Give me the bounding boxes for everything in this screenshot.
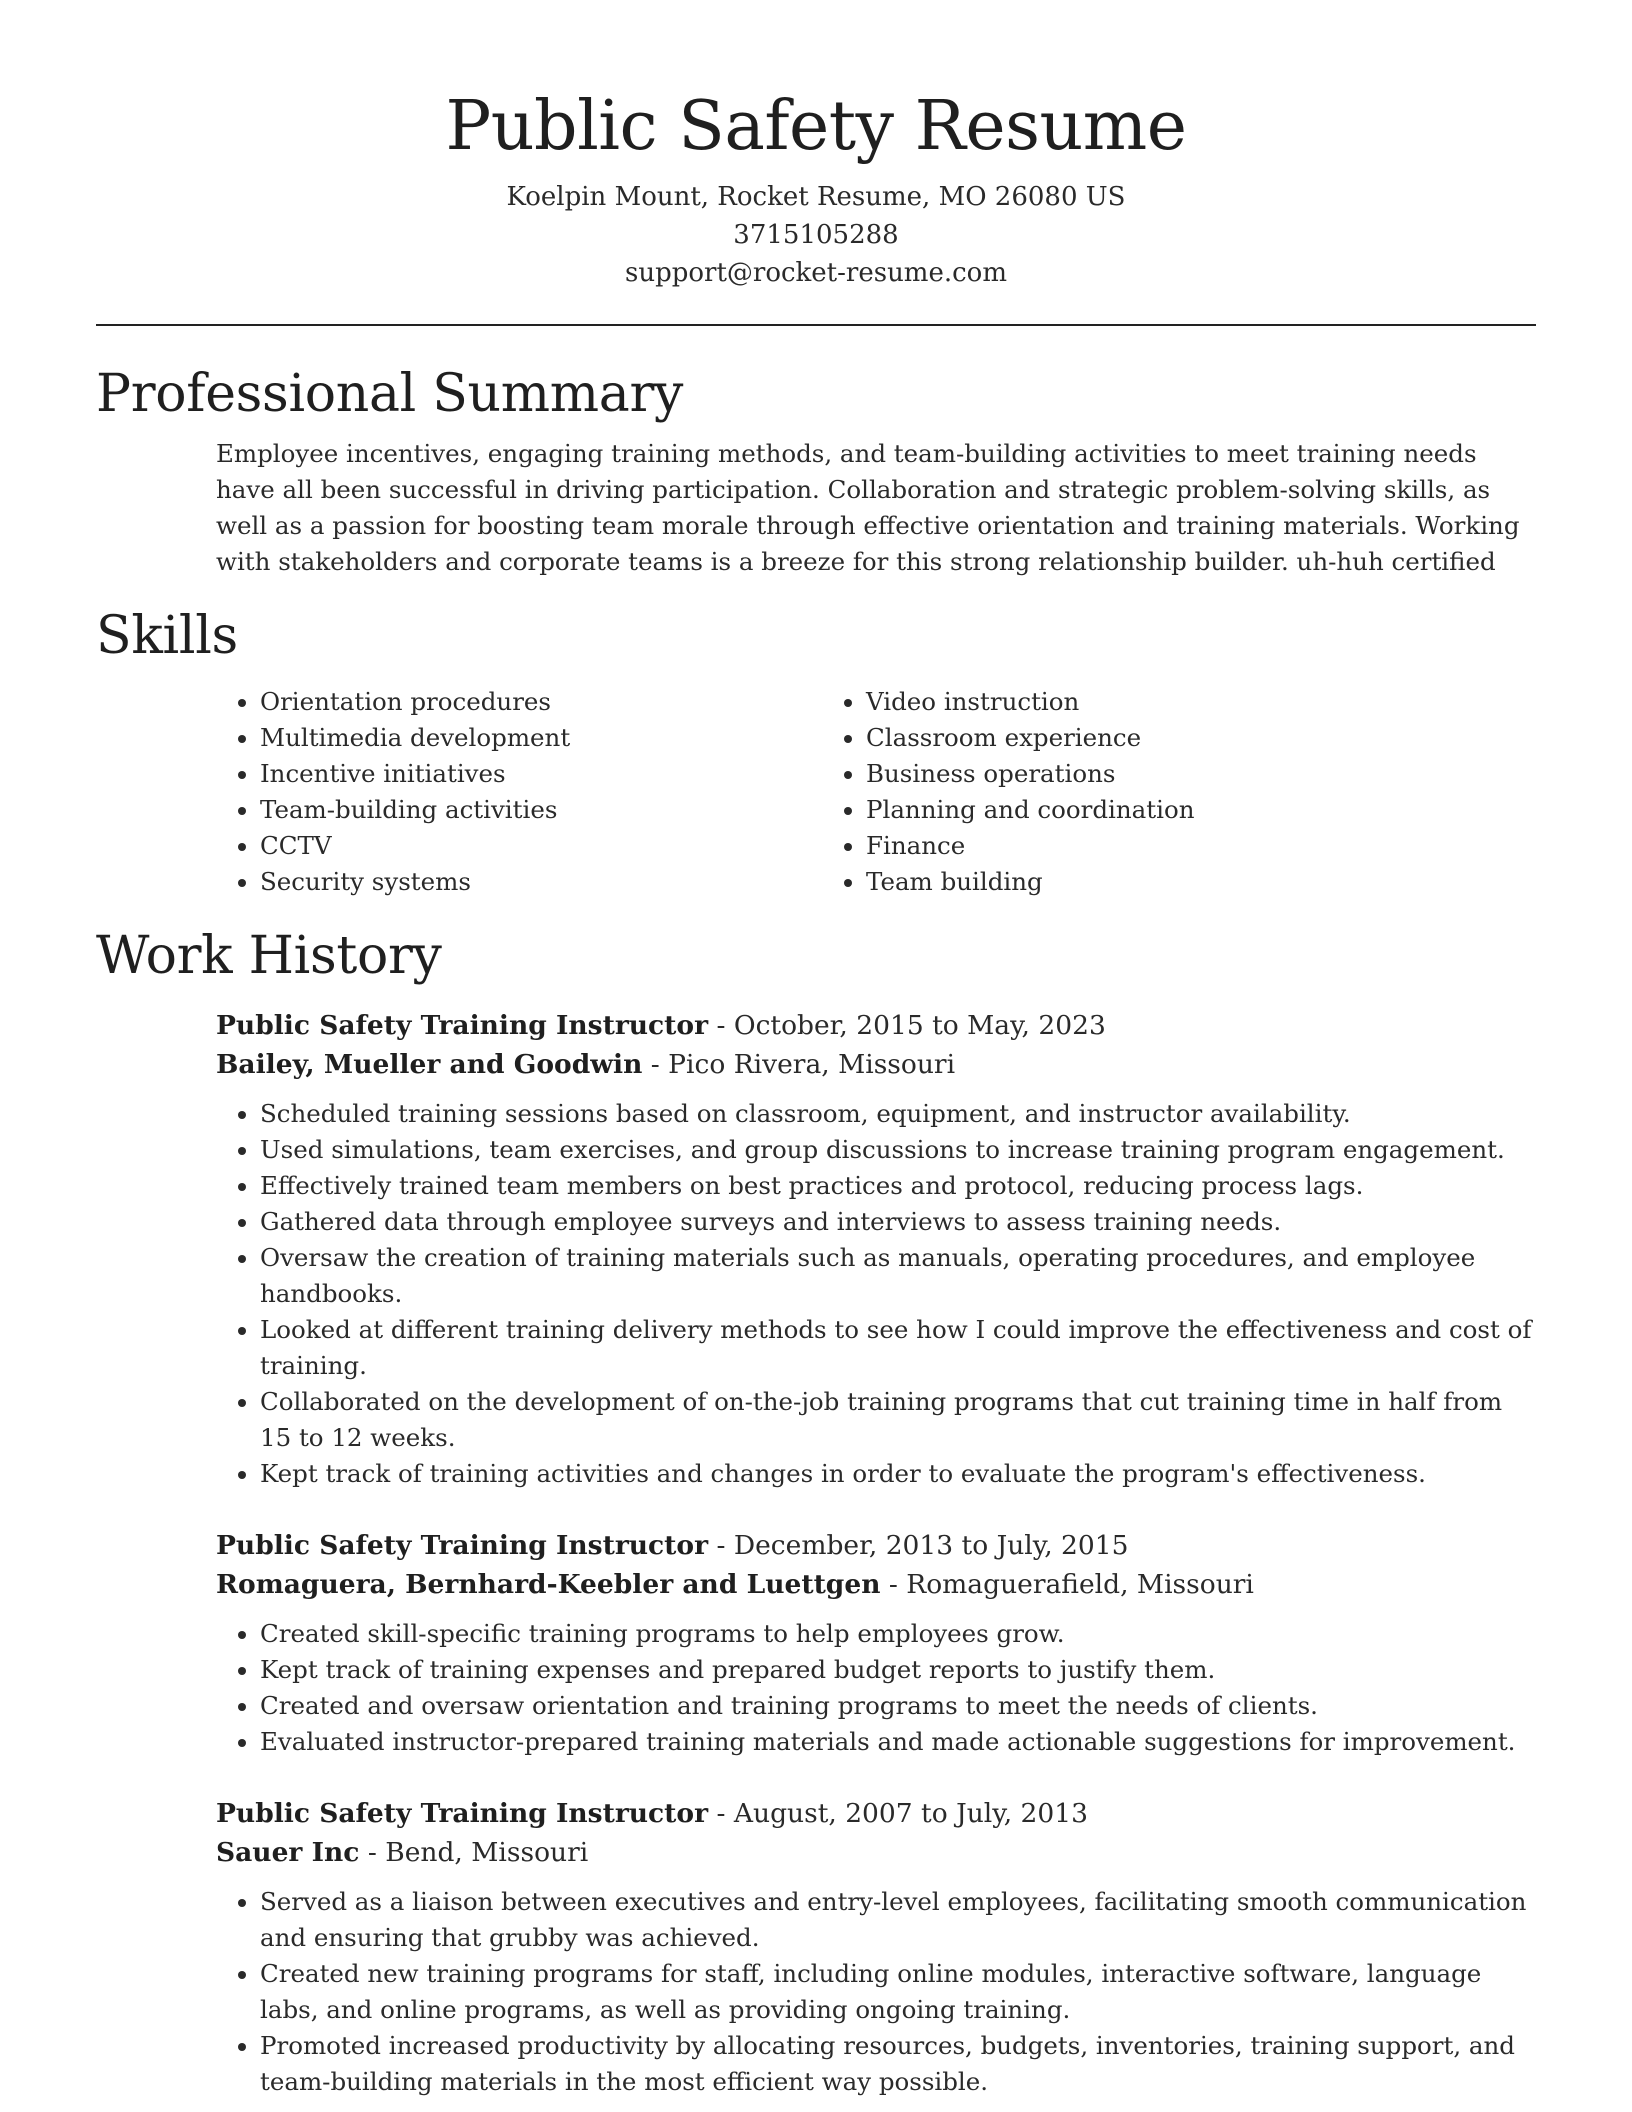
job-entry — [216, 1006, 1536, 1492]
job-dates: - December, 2013 to July, 2015 — [708, 1530, 1129, 1561]
skills-column-right — [822, 684, 1428, 900]
job-location: - Bend, Missouri — [359, 1837, 589, 1868]
job-role: Public Safety Training Instructor — [216, 1530, 709, 1561]
job-bullet: • Scheduled training sessions based on classroom, equipment, and instructor availability. — [260, 1096, 1536, 1132]
resume-title: Public Safety Resume — [445, 87, 1187, 166]
job-company-line — [216, 1833, 1536, 1872]
job-role: Public Safety Training Instructor — [216, 1798, 709, 1829]
job-title-line — [216, 1006, 1536, 1045]
job-company-line — [216, 1565, 1536, 1604]
work-history-heading: Work History — [96, 926, 442, 986]
skill-item: • Orientation procedures — [260, 684, 822, 720]
job-bullet: • Kept track of training activities and changes in order to evaluate the program's effectiveness. — [260, 1456, 1536, 1492]
job-company: Romaguera, Bernhard-Keebler and Luettgen — [216, 1569, 881, 1600]
job-company-line — [216, 1045, 1536, 1084]
contact-phone: 3715105288 — [733, 220, 899, 250]
job-location: - Romaguerafield, Missouri — [880, 1569, 1254, 1600]
contact-address: Koelpin Mount, Rocket Resume, MO 26080 US — [506, 182, 1126, 212]
summary-text: Employee incentives, engaging training methods, and team-building activities to meet training needs have all been successful in driving participation. Collaboration and strategic problem-solving skills, as well as a passion for boosting team morale through effective orientation and training materials. Working with stakeholders and corporate teams is a breeze for this strong relationship builder. uh-huh certified — [216, 439, 1520, 576]
job-bullet: • Used simulations, team exercises, and group discussions to increase training program engagement. — [260, 1132, 1536, 1168]
resume-page — [96, 0, 1536, 2112]
job-dates: - August, 2007 to July, 2013 — [708, 1798, 1088, 1829]
job-dates: - October, 2015 to May, 2023 — [708, 1010, 1106, 1041]
skills-heading: Skills — [96, 606, 238, 666]
job-bullet: • Looked at different training delivery methods to see how I could improve the effectiveness and cost of training. — [260, 1312, 1536, 1384]
skill-item: • Planning and coordination — [866, 792, 1428, 828]
skill-item: • Classroom experience — [866, 720, 1428, 756]
job-entry — [216, 1526, 1536, 1760]
job-bullet: • Effectively trained team members on best practices and protocol, reducing process lags. — [260, 1168, 1536, 1204]
job-bullets — [216, 1096, 1536, 1492]
job-title-line — [216, 1526, 1536, 1565]
skill-item: • Incentive initiatives — [260, 756, 822, 792]
job-bullet: • Promoted increased productivity by allocating resources, budgets, inventories, training support, and team-building materials in the most efficient way possible. — [260, 2028, 1536, 2100]
skill-item: • Security systems — [260, 864, 822, 900]
skill-item: • Team building — [866, 864, 1428, 900]
job-bullet: • Created skill-specific training programs to help employees grow. — [260, 1616, 1536, 1652]
skill-item: • CCTV — [260, 828, 822, 864]
job-company: Bailey, Mueller and Goodwin — [216, 1049, 643, 1080]
skills-list — [216, 684, 1536, 900]
contact-email: support@rocket-resume.com — [624, 258, 1007, 288]
job-bullet: • Evaluated instructor-prepared training materials and made actionable suggestions for improvement. — [260, 1724, 1536, 1760]
job-role: Public Safety Training Instructor — [216, 1010, 709, 1041]
job-bullets — [216, 1884, 1536, 2100]
job-company: Sauer Inc — [216, 1837, 360, 1868]
job-bullets — [216, 1616, 1536, 1760]
skill-item: • Finance — [866, 828, 1428, 864]
skill-item: • Business operations — [866, 756, 1428, 792]
contact-block — [96, 178, 1536, 292]
job-bullet: • Created and oversaw orientation and training programs to meet the needs of clients. — [260, 1688, 1536, 1724]
job-bullet: • Gathered data through employee surveys and interviews to assess training needs. — [260, 1204, 1536, 1240]
job-location: - Pico Rivera, Missouri — [642, 1049, 956, 1080]
job-title-line — [216, 1794, 1536, 1833]
job-bullet: • Kept track of training expenses and prepared budget reports to justify them. — [260, 1652, 1536, 1688]
skill-item: • Video instruction — [866, 684, 1428, 720]
skills-column-left — [216, 684, 822, 900]
job-bullet: • Served as a liaison between executives and entry-level employees, facilitating smooth communication and ensuring that grubby was achieved. — [260, 1884, 1536, 1956]
job-bullet: • Collaborated on the development of on-the-job training programs that cut training time in half from 15 to 12 weeks. — [260, 1384, 1536, 1456]
summary-heading: Professional Summary — [96, 364, 684, 424]
job-entry — [216, 1794, 1536, 2100]
header-divider — [96, 324, 1536, 326]
job-bullet: • Created new training programs for staff, including online modules, interactive software, language labs, and online programs, as well as providing ongoing training. — [260, 1956, 1536, 2028]
skill-item: • Multimedia development — [260, 720, 822, 756]
job-bullet: • Oversaw the creation of training materials such as manuals, operating procedures, and employee handbooks. — [260, 1240, 1536, 1312]
skill-item: • Team-building activities — [260, 792, 822, 828]
